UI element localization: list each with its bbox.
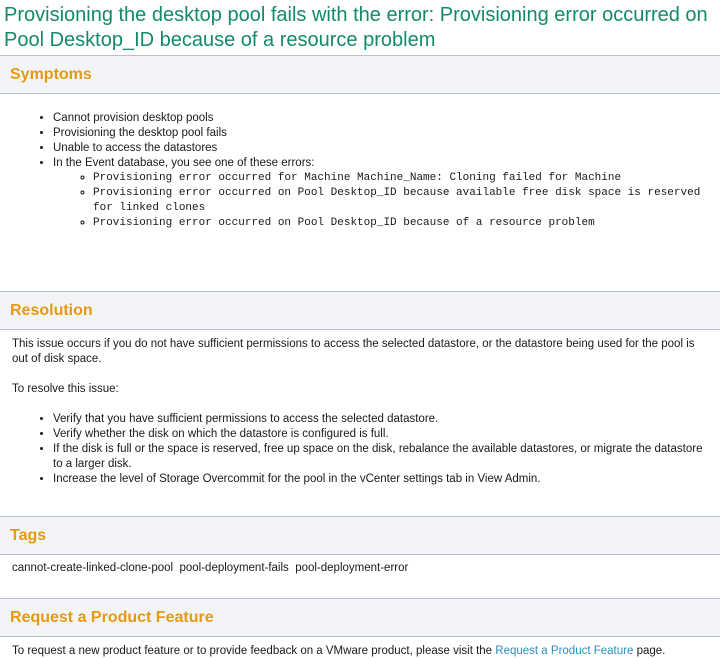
symptoms-list: [12, 111, 708, 231]
request-feature-link[interactable]: Request a Product Feature: [495, 645, 634, 657]
error-message: ◦ Provisioning error occurred for Machine Machine_Name: Cloning failed for Machine: [93, 171, 708, 186]
resolution-steps: [12, 412, 708, 487]
list-item: • If the disk is full or the space is reserved, free up space on the disk, rebalance the available datastores, or migrate the datastore to a larger disk.: [53, 442, 708, 472]
tag[interactable]: pool-deployment-fails: [179, 562, 289, 574]
page-title: Provisioning the desktop pool fails with the error: Provisioning error occurred on Pool Desktop_ID because of a resource problem: [4, 4, 708, 51]
symptoms-heading: Symptoms: [0, 55, 720, 94]
error-list: [53, 171, 708, 231]
feature-text-end: page.: [633, 645, 666, 657]
list-item: • Increase the level of Storage Overcommit for the pool in the vCenter settings tab in View Admin.: [53, 472, 708, 487]
resolution-heading: Resolution: [0, 291, 720, 330]
list-item: [53, 156, 708, 231]
feature-text: To request a new product feature or to provide feedback on a VMware product, please visit the: [12, 645, 496, 657]
list-item: • Unable to access the datastores: [53, 141, 708, 156]
error-message: ◦ Provisioning error occurred on Pool Desktop_ID because of a resource problem: [93, 216, 708, 231]
tags-body: [0, 555, 720, 598]
feature-heading: Request a Product Feature: [0, 598, 720, 637]
list-item: • Cannot provision desktop pools: [53, 111, 708, 126]
resolution-intro: This issue occurs if you do not have sufficient permissions to access the selected datastore, or the datastore being used for the pool is out of disk space.: [12, 338, 695, 365]
list-item: • Provisioning the desktop pool fails: [53, 126, 708, 141]
error-message: ◦ Provisioning error occurred on Pool Desktop_ID because available free disk space is reserved for linked clones: [93, 186, 708, 216]
resolution-body: [0, 330, 720, 516]
event-database-label: In the Event database, you see one of these errors:: [53, 157, 315, 169]
resolution-lead: To resolve this issue:: [12, 383, 119, 395]
symptoms-body: [0, 94, 720, 291]
list-item: • Verify that you have sufficient permissions to access the selected datastore.: [53, 412, 708, 427]
list-item: • Verify whether the disk on which the datastore is configured is full.: [53, 427, 708, 442]
tag[interactable]: pool-deployment-error: [295, 562, 409, 574]
tag[interactable]: cannot-create-linked-clone-pool: [12, 562, 174, 574]
tags-heading: Tags: [0, 516, 720, 555]
feature-body: [0, 637, 720, 659]
